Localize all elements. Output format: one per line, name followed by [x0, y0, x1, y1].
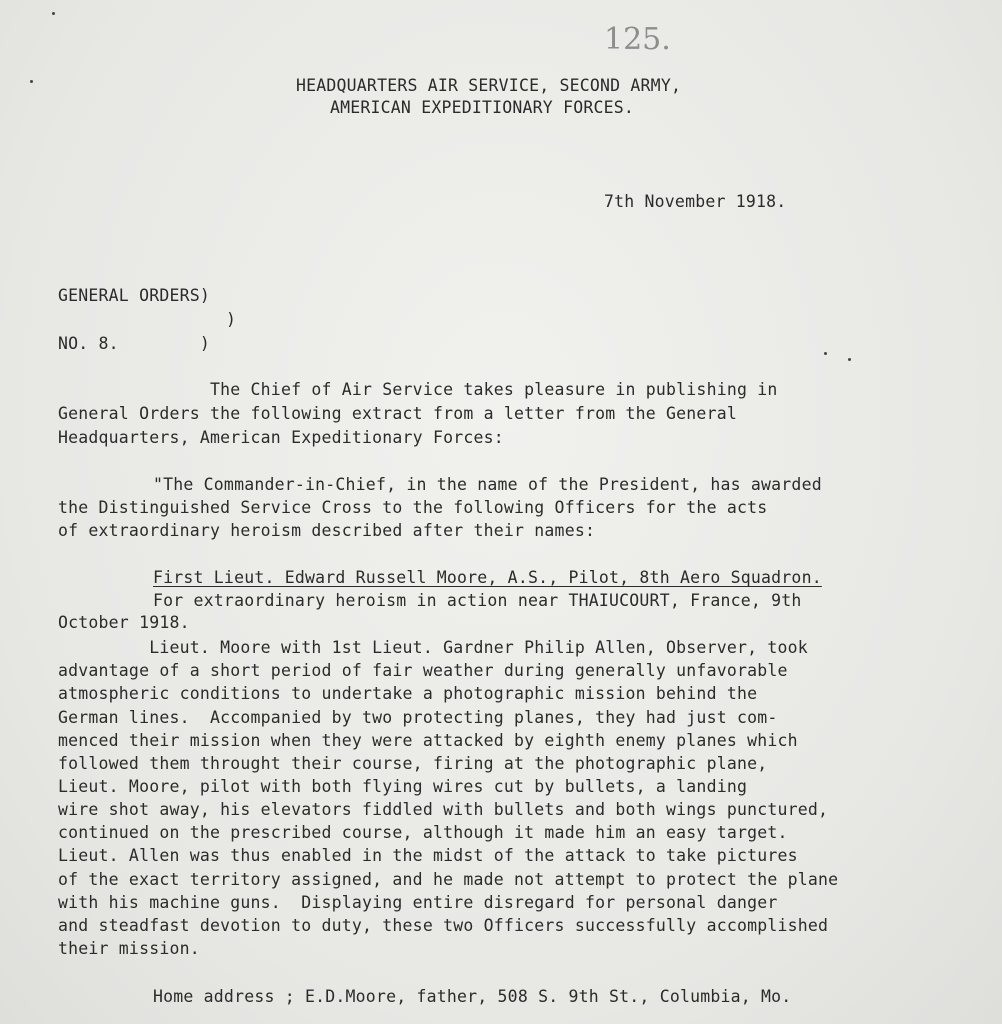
citation-line-2: October 1918.: [58, 613, 190, 632]
ink-speck: [30, 80, 33, 83]
intro-line-1: The Chief of Air Service takes pleasure in publishing in: [58, 380, 778, 399]
ink-speck: [52, 12, 55, 15]
intro-line-2: General Orders the following extract from a letter from the General: [58, 404, 737, 423]
body-line-13: and steadfast devotion to duty, these two Officers successfully accomplished: [58, 916, 829, 935]
body-line-2: advantage of a short period of fair weather during generally unfavorable: [58, 661, 788, 680]
body-line-12: with his machine guns. Displaying entire disregard for personal danger: [58, 893, 778, 912]
header-line-2: AMERICAN EXPEDITIONARY FORCES.: [330, 98, 635, 117]
intro-line-3: Headquarters, American Expeditionary Forces:: [58, 428, 504, 447]
body-line-10: Lieut. Allen was thus enabled in the midst of the attack to take pictures: [58, 846, 798, 865]
body-line-4: German lines. Accompanied by two protecting planes, they had just com-: [58, 708, 778, 727]
ink-speck: [824, 352, 827, 355]
body-line-6: followed them throught their course, firing at the photographic plane,: [58, 754, 768, 773]
body-line-8: wire shot away, his elevators fiddled with bullets and both wings punctured,: [58, 800, 829, 819]
quote-line-2: the Distinguished Service Cross to the following Officers for the acts: [58, 498, 768, 517]
body-line-11: of the exact territory assigned, and he made not attempt to protect the plane: [58, 870, 839, 889]
body-line-3: atmospheric conditions to undertake a photographic mission behind the: [58, 684, 758, 703]
document-date: 7th November 1918.: [604, 192, 787, 211]
page-number: 125.: [604, 22, 671, 57]
quote-line-3: of extraordinary heroism described after their names:: [58, 521, 596, 540]
header-line-1: HEADQUARTERS AIR SERVICE, SECOND ARMY,: [296, 76, 682, 95]
body-line-9: continued on the prescribed course, although it made him an easy target.: [58, 823, 788, 842]
ink-speck: [848, 358, 851, 361]
orders-line-3: NO. 8. ): [58, 334, 211, 353]
orders-line-2: ): [226, 310, 237, 329]
orders-line-1: GENERAL ORDERS): [58, 286, 211, 305]
body-line-14: their mission.: [58, 939, 200, 958]
body-line-5: menced their mission when they were attacked by eighth enemy planes which: [58, 731, 798, 750]
body-line-1: Lieut. Moore with 1st Lieut. Gardner Philip Allen, Observer, took: [58, 638, 808, 657]
body-line-7: Lieut. Moore, pilot with both flying wires cut by bullets, a landing: [58, 777, 748, 796]
home-address: Home address ; E.D.Moore, father, 508 S. 9th St., Columbia, Mo.: [153, 987, 792, 1006]
citation-line-1: For extraordinary heroism in action near THAIUCOURT, France, 9th: [153, 591, 802, 610]
citation-heading: First Lieut. Edward Russell Moore, A.S., Pilot, 8th Aero Squadron.: [153, 568, 822, 587]
quote-line-1: "The Commander-in-Chief, in the name of the President, has awarded: [153, 475, 822, 494]
